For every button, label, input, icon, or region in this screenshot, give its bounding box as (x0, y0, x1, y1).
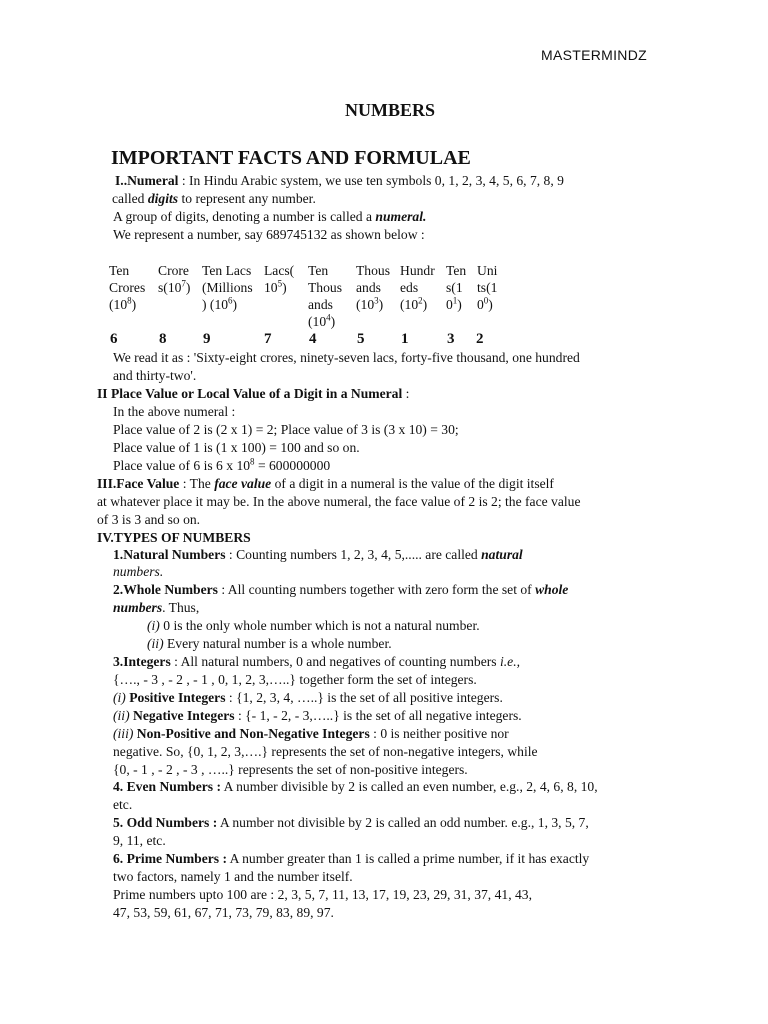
read-as-line-1: We read it as : 'Sixty-eight crores, ninety-seven lacs, forty-five thousand, one hundred (113, 350, 580, 365)
prime-line-1: 6. Prime Numbers : A number greater than 1 is called a prime number, if it has exactly (113, 851, 590, 866)
whole-point-i: (i) 0 is the only whole number which is not a natural number. (147, 618, 480, 633)
face-value-line-2: at whatever place it may be. In the above numeral, the face value of 2 is 2; the face value (97, 494, 581, 509)
whole-point-ii: (ii) Every natural number is a whole number. (147, 636, 392, 651)
place-value-heading: II Place Value or Local Value of a Digit in a Numeral : (97, 386, 410, 401)
odd-line-1: 5. Odd Numbers : A number not divisible by 2 is called an odd number. e.g., 1, 3, 5, 7, (113, 815, 589, 830)
even-line-2: etc. (113, 797, 133, 812)
prime-line-4: 47, 53, 59, 61, 67, 71, 73, 79, 83, 89, 97. (113, 905, 334, 920)
types-heading: IV.TYPES OF NUMBERS (97, 530, 251, 545)
nonneg-line-1: (iii) Non-Positive and Non-Negative Integers : 0 is neither positive nor (113, 726, 509, 741)
natural-line-1: 1.Natural Numbers : Counting numbers 1, 2, 3, 4, 5,..... are called natural (113, 547, 523, 562)
whole-line-2: numbers. Thus, (113, 600, 200, 615)
prime-line-2: two factors, namely 1 and the number itself. (113, 869, 353, 884)
place-col-hundreds: Hundr eds $(10^2)$ (400, 263, 435, 312)
place-col-crores: Crore $s(10^7)$ (158, 263, 191, 295)
place-digit: 6 (110, 331, 118, 347)
place-digit: 4 (309, 331, 317, 347)
integers-line-2: {…., - 3 , - 2 , - 1 , 0, 1, 2, 3,…..} together form the set of integers. (113, 672, 477, 687)
brand-label: MASTERMINDZ (541, 47, 647, 63)
place-col-units: Uni ts(1 $0^0$) (477, 263, 498, 312)
section-heading: IMPORTANT FACTS AND FORMULAE (111, 147, 471, 169)
place-digit: 9 (203, 331, 211, 347)
numeral-line-3: A group of digits, denoting a number is called a numeral. (113, 209, 427, 224)
prime-line-3: Prime numbers upto 100 are : 2, 3, 5, 7, 11, 13, 17, 19, 23, 29, 31, 37, 41, 43, (113, 887, 532, 902)
numeral-line-1: I..Numeral : In Hindu Arabic system, we use ten symbols 0, 1, 2, 3, 4, 5, 6, 7, 8, 9 (115, 173, 564, 188)
place-digit: 3 (447, 331, 455, 347)
negative-integers: (ii) Negative Integers : {- 1, - 2, - 3,…..} is the set of all negative integers. (113, 708, 522, 723)
nonneg-line-3: {0, - 1 , - 2 , - 3 , …..} represents the set of non-positive integers. (113, 762, 468, 777)
whole-line-1: 2.Whole Numbers : All counting numbers together with zero form the set of whole (113, 582, 569, 597)
place-digit: 7 (264, 331, 272, 347)
place-value-line-1: In the above numeral : (113, 404, 236, 419)
place-col-tens: Ten s(1 $0^1$) (446, 263, 467, 312)
place-col-ten-lacs: Ten Lacs (Millions ) $(10^6)$ (202, 263, 253, 312)
place-col-lacs: Lacs( $10^5$) (264, 263, 295, 295)
place-value-line-2: Place value of 2 is (2 x 1) = 2; Place value of 3 is (3 x 10) = 30; (113, 422, 459, 437)
place-col-thousands: Thous ands $(10^3)$ (356, 263, 390, 312)
even-line-1: 4. Even Numbers : A number divisible by 2 is called an even number, e.g., 2, 4, 6, 8, 10, (113, 779, 598, 794)
place-col-ten-thousands: Ten Thous ands $(10^4)$ (308, 263, 342, 329)
place-digit: 2 (476, 331, 484, 347)
nonneg-line-2: negative. So, {0, 1, 2, 3,….} represents the set of non-negative integers, while (113, 744, 538, 759)
positive-integers: (i) Positive Integers : {1, 2, 3, 4, …..} is the set of all positive integers. (113, 690, 503, 705)
place-digit: 8 (159, 331, 167, 347)
place-digit: 5 (357, 331, 365, 347)
place-value-line-3: Place value of 1 is (1 x 100) = 100 and so on. (113, 440, 360, 455)
numeral-line-2: called digits to represent any number. (112, 191, 316, 206)
face-value-line-1: III.Face Value : The face value of a digit in a numeral is the value of the digit itself (97, 476, 554, 491)
place-col-ten-crores: Ten Crores $(10^8)$ (109, 263, 146, 312)
odd-line-2: 9, 11, etc. (113, 833, 166, 848)
integers-line-1: 3.Integers : All natural numbers, 0 and negatives of counting numbers i.e., (113, 654, 520, 669)
place-digit: 1 (401, 331, 409, 347)
natural-line-2: numbers. (113, 564, 164, 579)
page-title: NUMBERS (345, 100, 436, 120)
numeral-line-4: We represent a number, say 689745132 as shown below : (113, 227, 425, 242)
place-value-line-4: Place value of 6 is 6 x $10^8 = 600000000$ (113, 456, 331, 473)
face-value-line-3: of 3 is 3 and so on. (97, 512, 201, 527)
read-as-line-2: and thirty-two'. (113, 368, 197, 383)
